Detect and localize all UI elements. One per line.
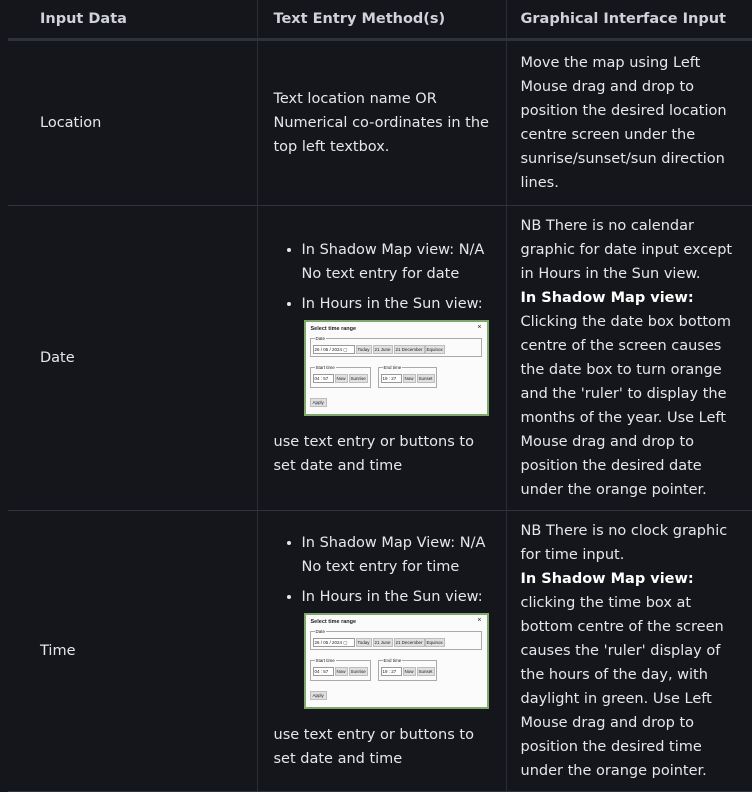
end-time-field: 19 : 27 bbox=[381, 667, 402, 676]
bullet-list bbox=[274, 238, 494, 416]
end-time-group bbox=[378, 367, 437, 388]
date-legend: Date bbox=[315, 336, 326, 341]
start-time-field: 04 : 57 bbox=[313, 374, 334, 383]
apply-button: Apply bbox=[310, 398, 327, 407]
info-table bbox=[8, 0, 752, 792]
now-button: Now bbox=[404, 669, 414, 674]
text-method-date bbox=[257, 206, 506, 511]
bullet-hours-sun bbox=[302, 292, 494, 416]
start-time-field: 04 : 57 bbox=[313, 667, 334, 676]
apply-button: Apply bbox=[310, 691, 327, 700]
now-button: Now bbox=[404, 376, 414, 381]
end-time-field: 19 : 27 bbox=[381, 374, 402, 383]
table-row bbox=[8, 511, 752, 792]
text-method-tail: use text entry or buttons to set date and time bbox=[273, 727, 474, 767]
equinox-button: Equinox bbox=[426, 640, 443, 645]
date-legend: Date bbox=[315, 629, 326, 634]
text-method-tail: use text entry or buttons to set date and time bbox=[273, 434, 474, 474]
end-legend: End time bbox=[383, 365, 402, 370]
nb-note: NB There is no clock graphic for time input. bbox=[520, 523, 728, 563]
dialog-title: Select time range bbox=[310, 619, 357, 625]
time-range-dialog-image bbox=[304, 613, 489, 709]
header-row bbox=[8, 0, 752, 40]
close-icon: × bbox=[477, 324, 482, 331]
graphical-date-detail bbox=[521, 286, 739, 502]
sunset-button: Sunset bbox=[418, 376, 433, 381]
time-range-dialog-image bbox=[304, 320, 489, 416]
graphical-text: Clicking the date box bottom centre of the screen causes the date box to turn orange and the 'ruler' to display the months of the year. Use Left Mouse drag and drop to position the desired date under the orange pointer. bbox=[520, 314, 732, 498]
end-legend: End time bbox=[383, 658, 402, 663]
nb-note: NB There is no calendar graphic for date input except in Hours in the Sun view. bbox=[520, 218, 733, 282]
date-field: 26 / 05 / 2024 ▢ bbox=[313, 638, 355, 647]
sunrise-button: Sunrise bbox=[350, 376, 366, 381]
today-button: Today bbox=[357, 640, 370, 645]
start-time-group bbox=[310, 660, 371, 681]
row-label-time: Time bbox=[8, 511, 257, 792]
text-method-time bbox=[257, 511, 506, 792]
date-group bbox=[310, 631, 482, 650]
start-time-group bbox=[310, 367, 371, 388]
header-text-entry: Text Entry Method(s) bbox=[257, 0, 506, 40]
bullet-hours-sun bbox=[302, 585, 494, 709]
bullet-list bbox=[274, 531, 494, 709]
graphical-text: clicking the time box at bottom centre of the screen causes the 'ruler' display of the hours of the day, with daylight in green. Use Left Mouse drag and drop to position the desired time under the orange pointer. bbox=[520, 595, 724, 779]
row-label-location: Location bbox=[8, 40, 257, 206]
graphical-time-detail bbox=[521, 567, 739, 783]
bullet-shadow-map: • In Shadow Map View: N/A No text entry for time bbox=[302, 531, 494, 579]
text-method-location: Text location name OR Numerical co-ordinates in the top left textbox. bbox=[257, 40, 506, 206]
header-graphical: Graphical Interface Input bbox=[506, 0, 752, 40]
row-label-date: Date bbox=[8, 206, 257, 511]
bold-label: In Shadow Map view: bbox=[520, 290, 694, 306]
today-button: Today bbox=[357, 347, 370, 352]
start-legend: Start time bbox=[315, 658, 335, 663]
table-row bbox=[8, 40, 752, 206]
close-icon: × bbox=[477, 617, 482, 624]
bullet-text: In Hours in the Sun view: bbox=[301, 589, 483, 605]
sunrise-button: Sunrise bbox=[350, 669, 366, 674]
june-button: 21 June bbox=[374, 640, 391, 645]
december-button: 21 December bbox=[395, 347, 423, 352]
graphical-location: Move the map using Left Mouse drag and drop to position the desired location centre screen under the sunrise/sunset/sun direction lines. bbox=[506, 40, 752, 206]
now-button: Now bbox=[336, 376, 346, 381]
sunset-button: Sunset bbox=[418, 669, 433, 674]
start-legend: Start time bbox=[315, 365, 335, 370]
graphical-time bbox=[506, 511, 752, 792]
now-button: Now bbox=[336, 669, 346, 674]
bullet-text: In Hours in the Sun view: bbox=[301, 296, 483, 312]
bullet-shadow-map: • In Shadow Map view: N/A No text entry for date bbox=[302, 238, 494, 286]
graphical-date bbox=[506, 206, 752, 511]
table-row bbox=[8, 206, 752, 511]
date-field: 26 / 05 / 2024 ▢ bbox=[313, 345, 355, 354]
dialog-title: Select time range bbox=[310, 326, 357, 332]
date-group bbox=[310, 338, 482, 357]
end-time-group bbox=[378, 660, 437, 681]
header-input-data: Input Data bbox=[8, 0, 257, 40]
june-button: 21 June bbox=[374, 347, 391, 352]
december-button: 21 December bbox=[395, 640, 423, 645]
bold-label: In Shadow Map view: bbox=[520, 571, 694, 587]
equinox-button: Equinox bbox=[426, 347, 443, 352]
